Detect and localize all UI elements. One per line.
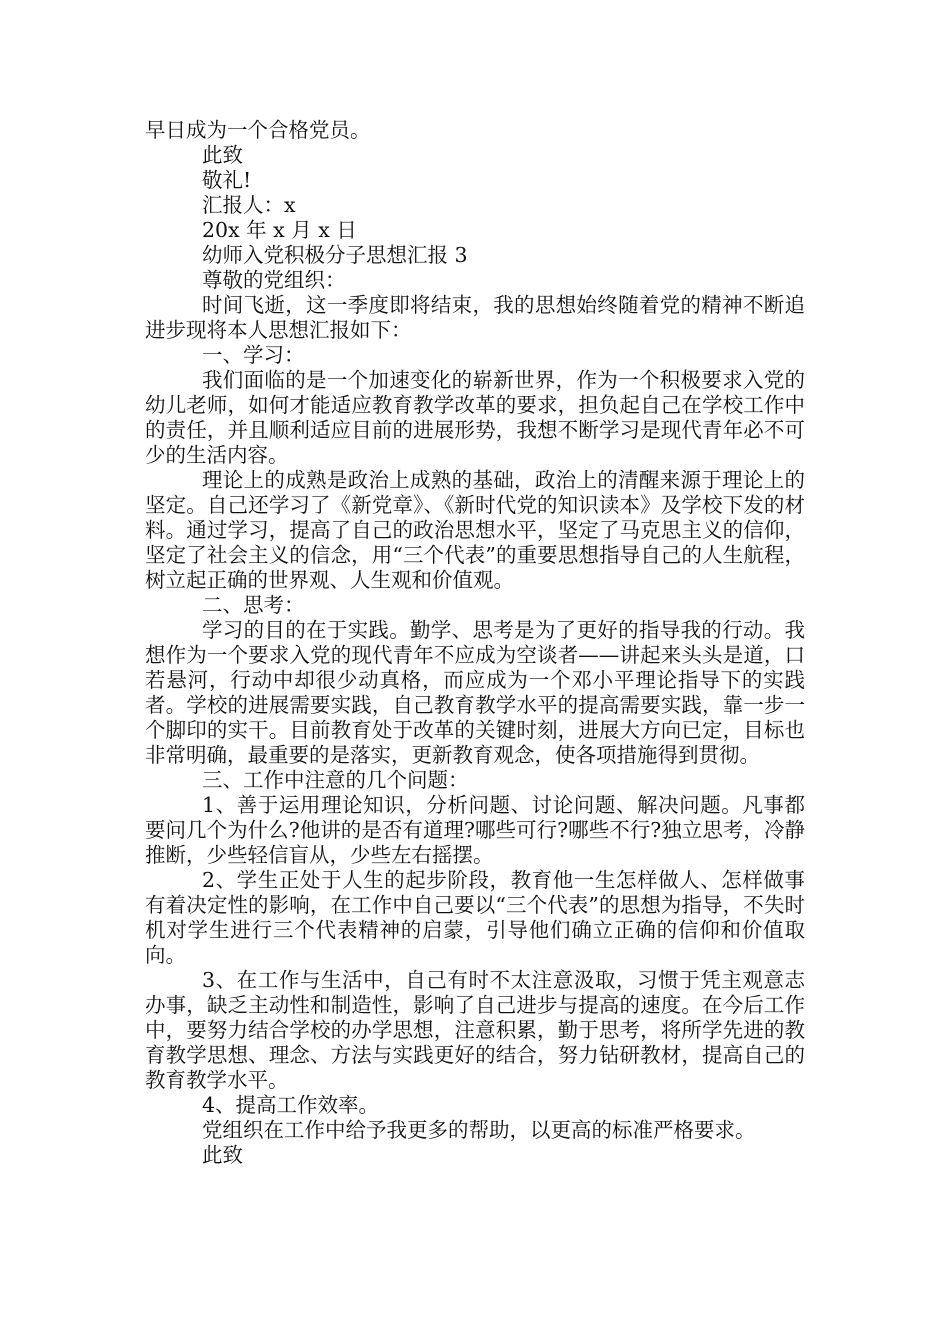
document-page	[145, 118, 805, 1168]
greeting: 尊敬的党组织：	[202, 268, 346, 292]
heading-thinking: 二、思考：	[202, 593, 305, 617]
study-paragraph-2: 理论上的成熟是政治上成熟的基础，政治上的清醒来源于理论上的坚定。自己还学习了《新党章》、《新时代党的知识读本》及学校下发的材料。通过学习，提高了自己的政治思想水平，坚定了马克思主义的信仰，坚定了社会主义的信念，用“三个代表”的重要思想指导自己的人生航程，树立起正确的世界观、人生观和价值观。	[145, 468, 805, 592]
opening-line: 早日成为一个合格党员。	[145, 118, 371, 142]
study-paragraph-1: 我们面临的是一个加速变化的崭新世界，作为一个积极要求入党的幼儿老师，如何才能适应教育教学改革的要求，担负起自己在学校工作中的责任，并且顺利适应目前的进展形势，我想不断学习是现代青年必不可少的生活内容。	[145, 368, 805, 467]
date-line: 20x 年 x 月 x 日	[202, 218, 357, 242]
intro-paragraph: 时间飞逝，这一季度即将结束，我的思想始终随着党的精神不断追进步现将本人思想汇报如下：	[145, 293, 805, 342]
closing-salutation: 此致	[202, 143, 243, 167]
work-item-1: 1、善于运用理论知识，分析问题、讨论问题、解决问题。凡事都要问几个为什么?他讲的是否有道理?哪些可行?哪些不行?独立思考，冷静推断，少些轻信盲从，少些左右摇摆。	[145, 793, 805, 867]
heading-study: 一、学习：	[202, 343, 305, 367]
reporter-line: 汇报人：x	[202, 193, 296, 217]
closing-salutation-2: 此致	[202, 1143, 243, 1167]
heading-work-issues: 三、工作中注意的几个问题：	[202, 768, 469, 792]
work-item-3: 3、在工作与生活中，自己有时不太注意汲取，习惯于凭主观意志办事，缺乏主动性和制造性，影响了自己进步与提高的速度。在今后工作中，要努力结合学校的办学思想，注意积累，勤于思考，将所学先进的教育教学思想、理念、方法与实践更好的结合，努力钻研教材，提高自己的教育教学水平。	[145, 968, 805, 1092]
work-item-4: 4、提高工作效率。	[202, 1093, 380, 1117]
closing-respect: 敬礼!	[202, 168, 252, 192]
thinking-paragraph: 学习的目的在于实践。勤学、思考是为了更好的指导我的行动。我想作为一个要求入党的现代青年不应成为空谈者——讲起来头头是道，口若悬河，行动中却很少动真格，而应成为一个邓小平理论指导下的实践者。学校的进展需要实践，自己教育教学水平的提高需要实践，靠一步一个脚印的实干。目前教育处于改革的关键时刻，进展大方向已定，目标也非常明确，最重要的是落实，更新教育观念，使各项措施得到贯彻。	[145, 618, 805, 767]
section-title: 幼师入党积极分子思想汇报 3	[202, 243, 468, 267]
closing-request: 党组织在工作中给予我更多的帮助，以更高的标准严格要求。	[202, 1118, 756, 1142]
work-item-2: 2、学生正处于人生的起步阶段，教育他一生怎样做人、怎样做事有着决定性的影响，在工作中自己要以“三个代表”的思想为指导，不失时机对学生进行三个代表精神的启蒙，引导他们确立正确的信仰和价值取向。	[145, 868, 805, 967]
